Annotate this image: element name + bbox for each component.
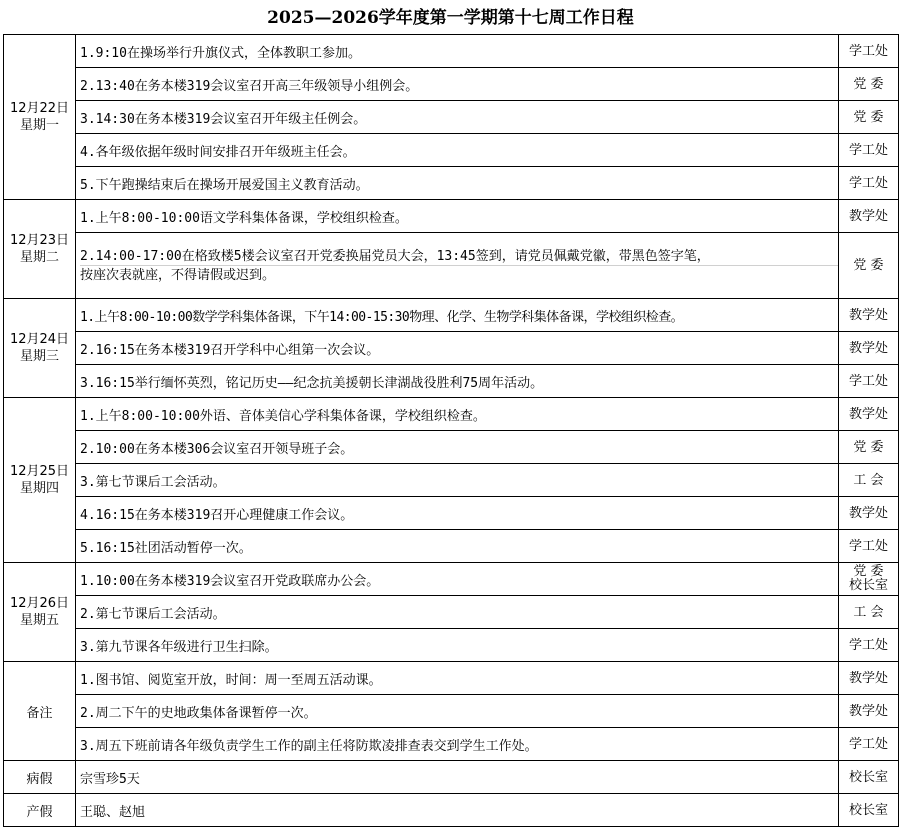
schedule-item: 4.各年级依据年级时间安排召开年级班主任会。 xyxy=(76,134,839,167)
schedule-item: 5.下午跑操结束后在操场开展爱国主义教育活动。 xyxy=(76,167,839,200)
date-label: 12月26日 xyxy=(9,596,70,611)
department-cell: 工 会 xyxy=(839,596,899,629)
date-cell xyxy=(4,398,76,563)
schedule-item: 2.16:15在务本楼319召开学科中心组第一次会议。 xyxy=(76,332,839,365)
page-title: 2025—2026学年度第一学期第十七周工作日程 xyxy=(267,8,634,28)
table-row xyxy=(4,728,899,761)
date-cell xyxy=(4,35,76,200)
schedule-item: 4.16:15在务本楼319召开心理健康工作会议。 xyxy=(76,497,839,530)
department-cell: 党 委 xyxy=(839,431,899,464)
department-cell: 教学处 xyxy=(839,497,899,530)
date-label: 12月22日 xyxy=(9,101,70,116)
table-row xyxy=(4,761,899,794)
department-cell xyxy=(839,563,899,596)
date-cell xyxy=(4,563,76,662)
department-label: 校长室 xyxy=(848,578,888,593)
note-item: 3.周五下班前请各年级负责学生工作的副主任将防欺凌排查表交到学生工作处。 xyxy=(76,728,839,761)
table-row xyxy=(4,35,899,68)
date-label: 12月25日 xyxy=(9,464,70,479)
schedule-item-line: 2.14:00-17:00在格致楼5楼会议室召开党委换届党员大会，13:45签到，请党员佩戴党徽，带黑色签字笔， xyxy=(80,248,710,264)
table-row xyxy=(4,596,899,629)
weekday-label: 星期四 xyxy=(19,481,59,496)
department-cell: 学工处 xyxy=(839,365,899,398)
table-row xyxy=(4,464,899,497)
note-item: 2.周二下午的史地政集体备课暂停一次。 xyxy=(76,695,839,728)
table-row xyxy=(4,431,899,464)
department-cell: 党 委 xyxy=(839,233,899,299)
weekday-label: 星期三 xyxy=(19,349,59,364)
department-cell: 校长室 xyxy=(839,761,899,794)
date-cell xyxy=(4,200,76,299)
schedule-item: 1.10:00在务本楼319会议室召开党政联席办公会。 xyxy=(76,563,839,596)
schedule-item: 3.第九节课各年级进行卫生扫除。 xyxy=(76,629,839,662)
schedule-item: 3.16:15举行缅怀英烈，铭记历史——纪念抗美援朝长津湖战役胜利75周年活动。 xyxy=(76,365,839,398)
schedule-item: 2.10:00在务本楼306会议室召开领导班子会。 xyxy=(76,431,839,464)
department-cell: 教学处 xyxy=(839,200,899,233)
schedule-item: 3.第七节课后工会活动。 xyxy=(76,464,839,497)
table-row xyxy=(4,794,899,827)
sick-leave-label: 病假 xyxy=(4,761,76,794)
table-row xyxy=(4,134,899,167)
department-cell: 学工处 xyxy=(839,35,899,68)
weekday-label: 星期五 xyxy=(19,613,59,628)
schedule-item: 2.13:40在务本楼319会议室召开高三年级领导小组例会。 xyxy=(76,68,839,101)
date-label: 12月23日 xyxy=(9,233,70,248)
table-row xyxy=(4,365,899,398)
schedule-item xyxy=(76,233,839,299)
schedule-item: 1.9:10在操场举行升旗仪式，全体教职工参加。 xyxy=(76,35,839,68)
maternity-leave-names: 王聪、赵旭 xyxy=(76,794,839,827)
department-cell: 学工处 xyxy=(839,134,899,167)
schedule-item: 5.16:15社团活动暂停一次。 xyxy=(76,530,839,563)
weekday-label: 星期二 xyxy=(19,250,59,265)
date-cell xyxy=(4,299,76,398)
sick-leave-names: 宗雪珍5天 xyxy=(76,761,839,794)
table-row xyxy=(4,563,899,596)
department-cell: 教学处 xyxy=(839,332,899,365)
table-row xyxy=(4,167,899,200)
department-cell: 校长室 xyxy=(839,794,899,827)
maternity-leave-label: 产假 xyxy=(4,794,76,827)
department-cell: 学工处 xyxy=(839,728,899,761)
department-label: 党 委 xyxy=(853,564,884,579)
department-cell: 学工处 xyxy=(839,629,899,662)
table-row xyxy=(4,233,899,299)
table-row xyxy=(4,497,899,530)
department-cell: 教学处 xyxy=(839,662,899,695)
department-cell: 工 会 xyxy=(839,464,899,497)
schedule-item: 2.第七节课后工会活动。 xyxy=(76,596,839,629)
schedule-item: 1.上午8:00-10:00外语、音体美信心学科集体备课，学校组织检查。 xyxy=(76,398,839,431)
schedule-item: 1.上午8:00-10:00数学学科集体备课，下午14:00-15:30物理、化学、生物学科集体备课，学校组织检查。 xyxy=(76,299,839,332)
note-item: 1.图书馆、阅览室开放，时间：周一至周五活动课。 xyxy=(76,662,839,695)
weekday-label: 星期一 xyxy=(19,118,59,133)
notes-label: 备注 xyxy=(4,662,76,761)
table-row xyxy=(4,299,899,332)
department-cell: 教学处 xyxy=(839,299,899,332)
department-cell: 教学处 xyxy=(839,695,899,728)
table-row xyxy=(4,101,899,134)
table-row xyxy=(4,68,899,101)
table-row xyxy=(4,200,899,233)
department-cell: 学工处 xyxy=(839,167,899,200)
department-cell: 教学处 xyxy=(839,398,899,431)
schedule-item: 1.上午8:00-10:00语文学科集体备课，学校组织检查。 xyxy=(76,200,839,233)
schedule-table xyxy=(3,34,899,827)
table-row xyxy=(4,332,899,365)
table-row xyxy=(4,530,899,563)
table-row xyxy=(4,662,899,695)
date-label: 12月24日 xyxy=(9,332,70,347)
schedule-item: 3.14:30在务本楼319会议室召开年级主任例会。 xyxy=(76,101,839,134)
table-row xyxy=(4,398,899,431)
table-row xyxy=(4,629,899,662)
department-cell: 党 委 xyxy=(839,68,899,101)
department-cell: 学工处 xyxy=(839,530,899,563)
schedule-item-line: 按座次表就座，不得请假或迟到。 xyxy=(80,265,838,284)
table-row xyxy=(4,695,899,728)
department-cell: 党 委 xyxy=(839,101,899,134)
